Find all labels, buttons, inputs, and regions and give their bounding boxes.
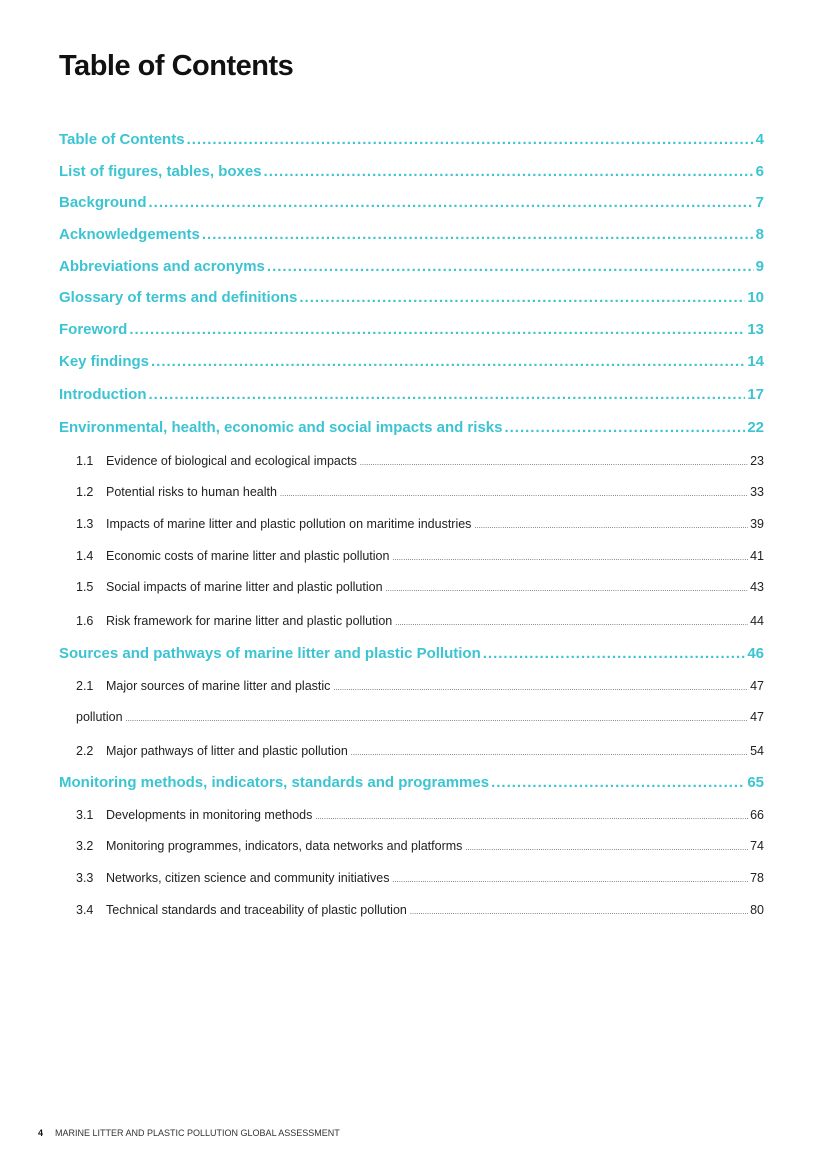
toc-entry-label: Sources and pathways of marine litter and plastic Pollution [59, 645, 481, 662]
toc-entry-page: 9 [755, 258, 764, 275]
toc-subentry-1-6[interactable] [76, 614, 764, 628]
dot-leader [280, 491, 748, 498]
dot-leader [264, 163, 754, 180]
toc-subentry-label: Networks, citizen science and community initiatives [106, 871, 390, 885]
toc-subentry-number: 1.4 [76, 549, 94, 563]
dot-leader [333, 685, 748, 692]
footer-running-title: MARINE LITTER AND PLASTIC POLLUTION GLOBAL ASSESSMENT [55, 1128, 340, 1138]
toc-subentry-label: Evidence of biological and ecological impacts [106, 454, 357, 468]
toc-subentry-label: Social impacts of marine litter and plastic pollution [106, 580, 383, 594]
dot-leader [410, 909, 748, 916]
toc-entry-page: 10 [747, 289, 764, 306]
footer-page-number: 4 [38, 1128, 44, 1138]
toc-entry-page: 13 [747, 321, 764, 338]
dot-leader [202, 226, 754, 243]
toc-subentry-2-2[interactable] [76, 744, 764, 758]
toc-subentry-page: 78 [750, 871, 764, 885]
dot-leader [148, 386, 745, 403]
toc-subentry-page: 44 [750, 614, 764, 628]
toc-entry-sources-and-pathways[interactable] [59, 645, 764, 662]
dot-leader [129, 321, 745, 338]
dot-leader [386, 586, 749, 593]
toc-subentry-page: 54 [750, 744, 764, 758]
toc-subentry-number: 1.6 [76, 614, 94, 628]
toc-entry-introduction[interactable] [59, 386, 764, 403]
dot-leader [392, 555, 748, 562]
toc-subentry-1-5[interactable] [76, 580, 764, 594]
toc-entry-monitoring-methods[interactable] [59, 774, 764, 791]
toc-subentry-number: 1.2 [76, 485, 94, 499]
toc-subentry-label: Major pathways of litter and plastic pollution [106, 744, 348, 758]
toc-subentry-page: 47 [750, 679, 764, 693]
dot-leader [299, 289, 745, 306]
toc-subentry-number: 1.1 [76, 454, 94, 468]
toc-subentry-number: 1.5 [76, 580, 94, 594]
dot-leader [392, 877, 748, 884]
toc-entry-background[interactable] [59, 194, 764, 211]
toc-entry-key-findings[interactable] [59, 353, 764, 370]
toc-subentry-2-1-continued[interactable] [76, 710, 764, 724]
toc-subentry-label: Technical standards and traceability of plastic pollution [106, 903, 407, 917]
toc-subentry-page: 80 [750, 903, 764, 917]
page-title: Table of Contents [59, 50, 294, 82]
toc-subentry-label: Risk framework for marine litter and plastic pollution [106, 614, 393, 628]
toc-subentry-3-1[interactable] [76, 808, 764, 822]
toc-entry-label: Acknowledgements [59, 226, 200, 243]
dot-leader [315, 814, 748, 821]
toc-subentry-number: 2.2 [76, 744, 94, 758]
dot-leader [187, 131, 754, 148]
toc-subentry-3-3[interactable] [76, 871, 764, 885]
toc-entry-label: List of figures, tables, boxes [59, 163, 262, 180]
toc-subentry-number: 3.3 [76, 871, 94, 885]
toc-subentry-label: Potential risks to human health [106, 485, 277, 499]
toc-subentry-label: Major sources of marine litter and plastic [106, 679, 331, 693]
toc-entry-foreword[interactable] [59, 321, 764, 338]
toc-subentry-label: Impacts of marine litter and plastic pollution on maritime industries [106, 517, 472, 531]
toc-entry-label: Table of Contents [59, 131, 185, 148]
dot-leader [151, 353, 745, 370]
toc-subentry-page: 66 [750, 808, 764, 822]
toc-subentry-page: 43 [750, 580, 764, 594]
dot-leader [149, 194, 754, 211]
toc-entry-label: Monitoring methods, indicators, standards and programmes [59, 774, 490, 791]
toc-subentry-number: 2.1 [76, 679, 94, 693]
dot-leader [491, 774, 745, 791]
toc-subentry-1-2[interactable] [76, 485, 764, 499]
toc-entry-acknowledgements[interactable] [59, 226, 764, 243]
toc-subentry-1-4[interactable] [76, 549, 764, 563]
toc-subentry-page: 33 [750, 485, 764, 499]
toc-entry-page: 8 [755, 226, 764, 243]
toc-subentry-page: 39 [750, 517, 764, 531]
dot-leader [474, 523, 748, 530]
toc-entry-label: Abbreviations and acronyms [59, 258, 265, 275]
toc-subentry-label: Developments in monitoring methods [106, 808, 313, 822]
toc-entry-glossary[interactable] [59, 289, 764, 306]
toc-entry-impacts-and-risks[interactable] [59, 419, 764, 436]
toc-entry-page: 17 [747, 386, 764, 403]
toc-entry-page: 46 [747, 645, 764, 662]
toc-entry-label: Introduction [59, 386, 147, 403]
toc-subentry-page: 41 [750, 549, 764, 563]
toc-entry-abbreviations[interactable] [59, 258, 764, 275]
page-footer [38, 1128, 340, 1138]
toc-entry-page: 7 [755, 194, 764, 211]
toc-entry-label: Background [59, 194, 147, 211]
toc-entry-page: 4 [755, 131, 764, 148]
toc-entry-page: 65 [747, 774, 764, 791]
dot-leader [465, 845, 748, 852]
toc-entry-label: Key findings [59, 353, 150, 370]
toc-subentry-3-2[interactable] [76, 839, 764, 853]
toc-entry-page: 14 [747, 353, 764, 370]
toc-entry-page: 22 [747, 419, 764, 436]
toc-subentry-1-3[interactable] [76, 517, 764, 531]
toc-entry-label: Foreword [59, 321, 128, 338]
dot-leader [360, 460, 748, 467]
toc-subentry-label: Economic costs of marine litter and plastic pollution [106, 549, 390, 563]
toc-entry-label: Glossary of terms and definitions [59, 289, 298, 306]
toc-subentry-page: 47 [750, 710, 764, 724]
toc-entry-table-of-contents[interactable] [59, 131, 764, 148]
toc-subentry-label: pollution [76, 710, 123, 724]
toc-subentry-page: 23 [750, 454, 764, 468]
toc-subentry-number: 1.3 [76, 517, 94, 531]
toc-entry-list-of-figures[interactable] [59, 163, 764, 180]
dot-leader [483, 645, 746, 662]
dot-leader [504, 419, 745, 436]
toc-entry-label: Environmental, health, economic and social impacts and risks [59, 419, 503, 436]
toc-subentry-number: 3.4 [76, 903, 94, 917]
toc-subentry-3-4[interactable] [76, 903, 764, 917]
toc-subentry-number: 3.2 [76, 839, 94, 853]
dot-leader [126, 716, 749, 723]
toc-subentry-1-1[interactable] [76, 454, 764, 468]
toc-subentry-label: Monitoring programmes, indicators, data networks and platforms [106, 839, 463, 853]
dot-leader [351, 750, 748, 757]
dot-leader [267, 258, 754, 275]
toc-entry-page: 6 [755, 163, 764, 180]
toc-subentry-number: 3.1 [76, 808, 94, 822]
toc-subentry-2-1[interactable] [76, 679, 764, 693]
dot-leader [395, 620, 748, 627]
toc-subentry-page: 74 [750, 839, 764, 853]
